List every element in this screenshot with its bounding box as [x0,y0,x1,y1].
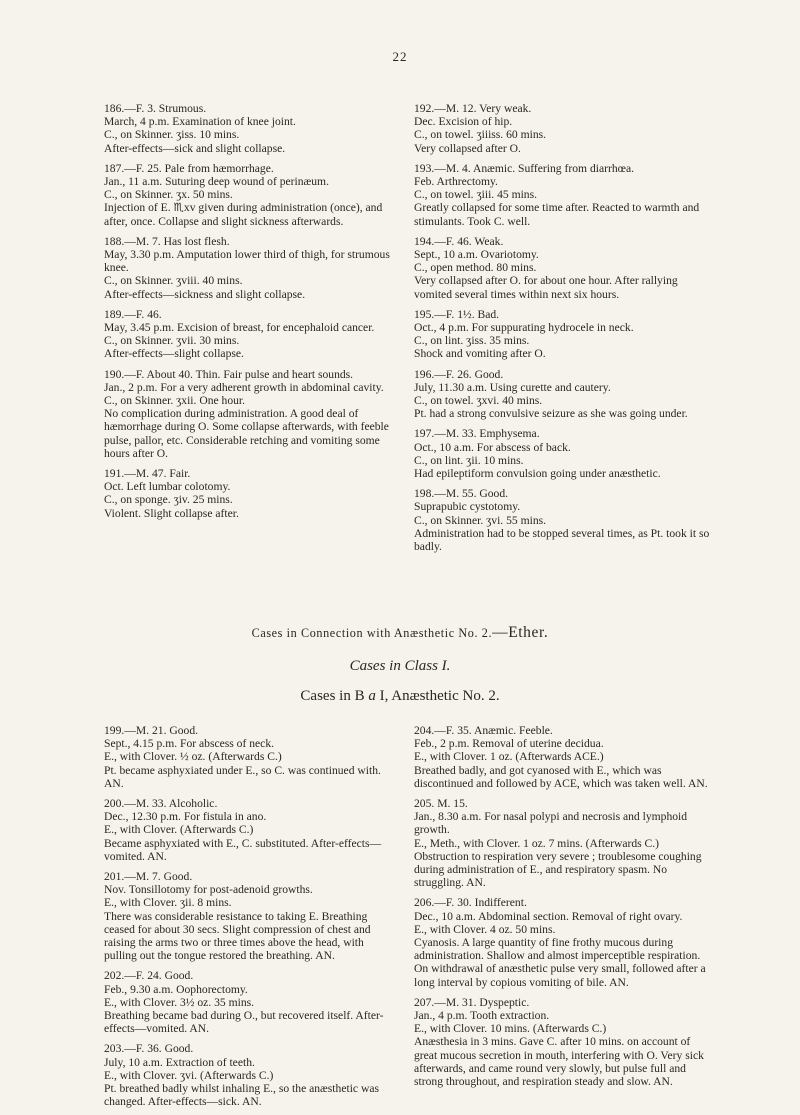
case-header: 202.—F. 24. Good. [104,969,194,983]
case-line: E., with Clover. 1 oz. (Afterwards ACE.) [414,750,604,764]
case-line: Jan., 4 p.m. Tooth extraction. [414,1009,550,1023]
case-line: March, 4 p.m. Examination of knee joint. [104,115,296,129]
case-line: C., on sponge. ʒiv. 25 mins. [104,493,233,507]
case-line: E., with Clover. 4 oz. 50 mins. [414,922,556,936]
case-line: Feb., 2 p.m. Removal of uterine decidua. [414,737,604,751]
case-line: Feb., 9.30 a.m. Oophorectomy. [104,982,248,996]
case-header: 207.—M. 31. Dyspeptic. [414,995,530,1009]
case-line: C., on lint. ʒiss. 35 mins. [414,334,530,348]
case-entry [414,797,714,889]
case-line: Suprapubic cystotomy. [414,500,521,514]
case-entry [104,368,399,460]
case-line: E., Meth., with Clover. 1 oz. 7 mins. (Afterwards C.) [414,836,660,850]
case-entry [104,797,394,863]
case-line: C., on towel. ʒiii. 45 mins. [414,188,538,202]
case-line: C., on towel. ʒxvi. 40 mins. [414,394,543,408]
subsection-heading: Cases in Class I. [349,658,451,674]
case-line: Oct., 10 a.m. For abscess of back. [414,440,571,454]
case-line: Jan., 11 a.m. Suturing deep wound of perinæum. [104,175,329,189]
case-line: May, 3.45 p.m. Excision of breast, for encephaloid cancer. [104,321,375,335]
case-line: Violent. Slight collapse after. [104,506,239,520]
case-line: C., on Skinner. ʒxii. One hour. [104,394,246,408]
case-line: Became asphyxiated with E., C. substituted. After-effects—vomited. AN. [104,836,382,863]
case-line: C., on lint. ʒii. 10 mins. [414,453,524,467]
case-entry [104,102,399,155]
case-line: Obstruction to respiration very severe ; troublesome coughing during administration of E., and respiratory spasm. No struggling. AN. [414,849,705,890]
case-entry [414,896,714,988]
case-line: May, 3.30 p.m. Amputation lower third of thigh, for strumous knee. [104,248,393,275]
case-entry [414,368,714,421]
case-entry [104,235,399,301]
case-header: 194.—F. 46. Weak. [414,234,504,248]
case-entry [414,724,714,790]
case-line: C., on Skinner. ʒvi. 55 mins. [414,513,547,527]
case-line: Anæsthesia in 3 mins. Gave C. after 10 mins. on account of great mucous secretion in mouth, interfering with O. Very sick afterwards, and came round very slowly, but pulse full and strong throughout, and respiration steady and slow. AN. [414,1035,707,1089]
case-line: Breathed badly, and got cyanosed with E., which was discontinued and followed by ACE, which was taken well. AN. [414,763,708,790]
case-line: Jan., 2 p.m. For a very adherent growth in abdominal cavity. [104,380,384,394]
case-line: C., on Skinner. ʒvii. 30 mins. [104,334,240,348]
case-line: Cyanosis. A large quantity of fine frothy mucous during administration. Shallow and almost imperceptible respiration. On withdrawal of anæsthetic pulse very small, followed after a long interval by copious vomiting of bile. AN. [414,936,709,989]
case-entry [104,467,399,520]
case-line: Pt. became asphyxiated under E., so C. was continued with. AN. [104,763,384,790]
case-entry [104,162,399,228]
case-entry [104,1042,394,1108]
case-line: C., on Skinner. ʒiss. 10 mins. [104,128,240,142]
case-line: E., with Clover. ½ oz. (Afterwards C.) [104,750,282,764]
case-line: July, 11.30 a.m. Using curette and cautery. [414,380,611,394]
case-line: Shock and vomiting after O. [414,347,546,361]
case-header: 187.—F. 25. Pale from hæmorrhage. [104,161,274,175]
case-line: Jan., 8.30 a.m. For nasal polypi and necrosis and lymphoid growth. [414,810,690,837]
case-line: Oct. Left lumbar colotomy. [104,480,231,494]
case-header: 197.—M. 33. Emphysema. [414,427,540,441]
case-line: Sept., 4.15 p.m. For abscess of neck. [104,737,275,751]
case-line: Injection of E. ♏︎xv given during administration (once), and after, once. Collapse and slight sickness afterwards. [104,201,386,228]
case-entry [104,870,394,962]
case-entry [414,487,714,553]
case-line: There was considerable resistance to taking E. Breathing ceased for about 30 secs. Slight compression of chest and raising the arms two or three times above the head, with pulling out the tongue restored the breathing. AN. [104,909,374,963]
case-line: Had epileptiform convulsion going under anæsthetic. [414,467,661,481]
case-header: 196.—F. 26. Good. [414,367,504,381]
case-header: 191.—M. 47. Fair. [104,467,191,481]
case-line: Dec., 10 a.m. Abdominal section. Removal of right ovary. [414,909,683,923]
case-line: Greatly collapsed for some time after. Reacted to warmth and stimulants. Took C. well. [414,201,703,228]
case-line: Dec. Excision of hip. [414,115,513,129]
case-line: Feb. Arthrectomy. [414,175,498,189]
case-line: Breathing became bad during O., but recovered itself. After-effects—vomited. AN. [104,1009,384,1036]
subsection-subheading: Cases in B a I, Anæsthetic No. 2. [300,688,500,704]
case-line: July, 10 a.m. Extraction of teeth. [104,1055,255,1069]
case-line: C., open method. 80 mins. [414,261,537,275]
case-entry [104,724,394,790]
case-line: C., on towel. ʒiiiss. 60 mins. [414,128,547,142]
top-left-column [104,102,399,527]
case-entry [414,235,714,301]
case-line: E., with Clover. 10 mins. (Afterwards C.) [414,1022,607,1036]
case-header: 206.—F. 30. Indifferent. [414,896,527,910]
case-header: 205. M. 15. [414,797,468,811]
section-heading: Cases in Connection with Anæsthetic No. 2.—Ether. [251,624,549,641]
case-header: 199.—M. 21. Good. [104,724,199,737]
case-entry [414,427,714,480]
case-entry [414,162,714,228]
case-line: Pt. had a strong convulsive seizure as she was going under. [414,407,688,421]
case-line: C., on Skinner. ʒviii. 40 mins. [104,274,243,288]
case-line: E., with Clover. 3½ oz. 35 mins. [104,995,255,1009]
case-header: 193.—M. 4. Anæmic. Suffering from diarrhœa. [414,161,635,175]
case-header: 195.—F. 1½. Bad. [414,307,500,321]
case-line: Oct., 4 p.m. For suppurating hydrocele in neck. [414,321,634,335]
case-line: Sept., 10 a.m. Ovariotomy. [414,248,539,262]
case-line: After-effects—slight collapse. [104,347,244,361]
case-line: C., on Skinner. ʒx. 50 mins. [104,188,233,202]
case-header: 186.—F. 3. Strumous. [104,102,207,115]
case-line: Administration had to be stopped several times, as Pt. took it so badly. [414,526,713,554]
case-entry [414,996,714,1088]
case-line: After-effects—sickness and slight collapse. [104,287,306,301]
case-header: 204.—F. 35. Anæmic. Feeble. [414,724,553,737]
case-header: 200.—M. 33. Alcoholic. [104,797,218,811]
case-header: 190.—F. About 40. Thin. Fair pulse and heart sounds. [104,367,354,381]
case-header: 198.—M. 55. Good. [414,487,509,501]
case-line: E., with Clover. ʒvi. (Afterwards C.) [104,1068,274,1082]
case-line: Very collapsed after O. [414,141,521,155]
case-line: Nov. Tonsillotomy for post-adenoid growths. [104,883,313,897]
case-line: Pt. breathed badly whilst inhaling E., so the anæsthetic was changed. After-effects—sick. AN. [104,1082,382,1109]
case-header: 203.—F. 36. Good. [104,1042,194,1056]
top-right-column [414,102,714,560]
case-line: Very collapsed after O. for about one hour. After rallying vomited several times within next six hours. [414,274,681,301]
case-header: 189.—F. 46. [104,307,162,321]
case-header: 192.—M. 12. Very weak. [414,102,532,115]
case-line: After-effects—sick and slight collapse. [104,141,286,155]
case-line: No complication during administration. A good deal of hæmorrhage during O. Some collapse afterwards, with feeble pulse, pallor, etc. Considerable retching and vomiting some hours after O. [104,407,392,460]
case-line: E., with Clover. (Afterwards C.) [104,823,254,837]
page-number: 22 [392,49,408,64]
case-header: 188.—M. 7. Has lost flesh. [104,234,230,248]
case-line: Dec., 12.30 p.m. For fistula in ano. [104,810,267,824]
case-entry [104,308,399,361]
case-header: 201.—M. 7. Good. [104,870,193,884]
case-entry [104,969,394,1035]
bottom-left-column [104,724,394,1115]
case-entry [414,102,714,155]
case-entry [414,308,714,361]
bottom-right-column [414,724,714,1095]
case-line: E., with Clover. ʒii. 8 mins. [104,896,232,910]
